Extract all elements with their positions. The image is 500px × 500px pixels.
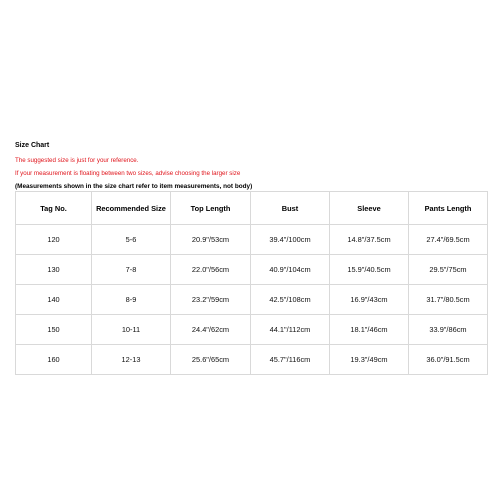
cell-recommended-size: 5-6 (92, 225, 171, 255)
header-pants-length: Pants Length (409, 192, 488, 225)
reference-note: The suggested size is just for your reference. (15, 157, 139, 164)
size-chart-header (15, 141, 487, 191)
cell-tag-no: 120 (16, 225, 92, 255)
header-bust: Bust (251, 192, 330, 225)
cell-recommended-size: 12-13 (92, 345, 171, 375)
cell-sleeve: 15.9"/40.5cm (330, 255, 409, 285)
cell-bust: 40.9"/104cm (251, 255, 330, 285)
cell-tag-no: 140 (16, 285, 92, 315)
cell-bust: 44.1"/112cm (251, 315, 330, 345)
cell-bust: 42.5"/108cm (251, 285, 330, 315)
cell-tag-no: 130 (16, 255, 92, 285)
table-row (16, 255, 488, 285)
header-sleeve: Sleeve (330, 192, 409, 225)
cell-pants-length: 27.4"/69.5cm (409, 225, 488, 255)
cell-pants-length: 36.0"/91.5cm (409, 345, 488, 375)
cell-top-length: 24.4"/62cm (171, 315, 251, 345)
cell-recommended-size: 10-11 (92, 315, 171, 345)
table-header-row (16, 192, 488, 225)
table-row (16, 285, 488, 315)
cell-sleeve: 16.9"/43cm (330, 285, 409, 315)
cell-top-length: 25.6"/65cm (171, 345, 251, 375)
measurement-note: (Measurements shown in the size chart refer to item measurements, not body) (15, 183, 253, 190)
header-recommended-size: Recommended Size (92, 192, 171, 225)
cell-pants-length: 31.7"/80.5cm (409, 285, 488, 315)
cell-sleeve: 19.3"/49cm (330, 345, 409, 375)
page-title: Size Chart (15, 142, 50, 149)
cell-sleeve: 14.8"/37.5cm (330, 225, 409, 255)
table-row (16, 315, 488, 345)
cell-tag-no: 150 (16, 315, 92, 345)
sizing-advice-note: If your measurement is floating between two sizes, advise choosing the larger size (15, 170, 241, 177)
cell-top-length: 22.0"/56cm (171, 255, 251, 285)
cell-pants-length: 29.5"/75cm (409, 255, 488, 285)
size-table (15, 191, 488, 375)
cell-sleeve: 18.1"/46cm (330, 315, 409, 345)
cell-recommended-size: 8-9 (92, 285, 171, 315)
cell-pants-length: 33.9"/86cm (409, 315, 488, 345)
cell-tag-no: 160 (16, 345, 92, 375)
cell-top-length: 20.9"/53cm (171, 225, 251, 255)
header-tag-no: Tag No. (16, 192, 92, 225)
header-top-length: Top Length (171, 192, 251, 225)
cell-bust: 39.4"/100cm (251, 225, 330, 255)
cell-recommended-size: 7-8 (92, 255, 171, 285)
cell-top-length: 23.2"/59cm (171, 285, 251, 315)
cell-bust: 45.7"/116cm (251, 345, 330, 375)
table-row (16, 225, 488, 255)
table-row (16, 345, 488, 375)
